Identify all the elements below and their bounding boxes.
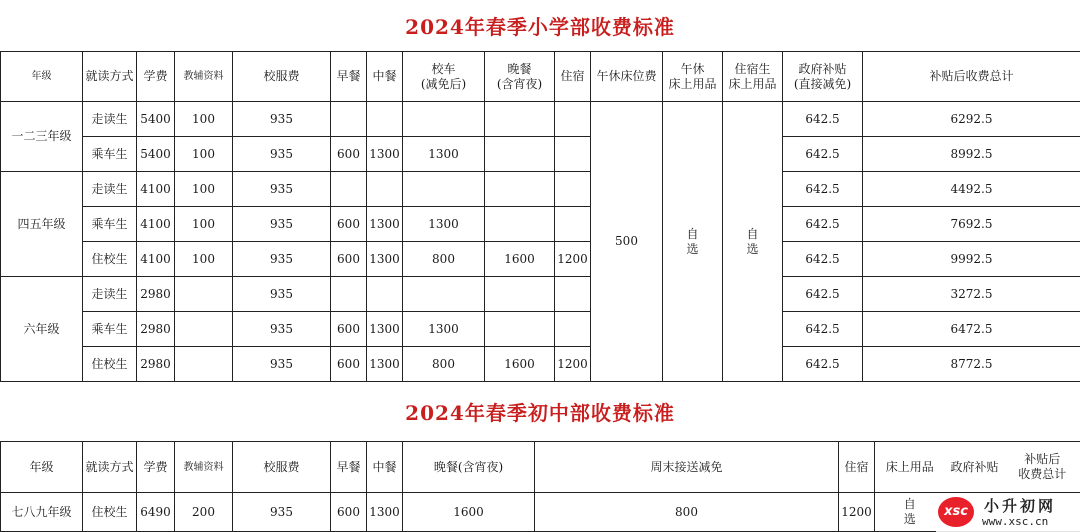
tuition-cell: 5400 — [137, 102, 175, 137]
materials-cell — [175, 312, 233, 347]
breakfast-cell: 600 — [331, 137, 367, 172]
subsidy-cell: 642.5 — [783, 347, 863, 382]
dinner-cell: 1600 — [403, 493, 535, 532]
uniform-cell: 935 — [233, 312, 331, 347]
header-grade: 年级 — [1, 52, 83, 102]
header-nap-bed: 午休床位费 — [591, 52, 663, 102]
grade-cell: 一二三年级 — [1, 102, 83, 172]
junior-fee-table — [0, 441, 1080, 532]
header-tuition: 学费 — [137, 442, 175, 493]
lunch-cell: 1300 — [367, 207, 403, 242]
subsidy-cell: 642.5 — [783, 172, 863, 207]
total-cell: 6472.5 — [863, 312, 1080, 347]
materials-cell: 100 — [175, 242, 233, 277]
bed-supplies-cell: 自 选 — [875, 493, 945, 532]
uniform-cell: 935 — [233, 102, 331, 137]
subsidy-cell: 642.5 — [783, 207, 863, 242]
header-subsidy: 政府补贴 (直接减免) — [783, 52, 863, 102]
table-row — [1, 172, 1080, 207]
total-cell: 7692.5 — [863, 207, 1080, 242]
lunch-cell — [367, 102, 403, 137]
table-row — [1, 102, 1080, 137]
bus-cell — [403, 172, 485, 207]
breakfast-cell: 600 — [331, 347, 367, 382]
header-breakfast: 早餐 — [331, 52, 367, 102]
board-supplies-cell: 自 选 — [723, 102, 783, 382]
uniform-cell: 935 — [233, 242, 331, 277]
materials-cell: 100 — [175, 207, 233, 242]
dinner-cell — [485, 137, 555, 172]
lunch-cell: 1300 — [367, 493, 403, 532]
mode-cell: 走读生 — [83, 172, 137, 207]
materials-cell: 100 — [175, 102, 233, 137]
junior-header-row — [1, 442, 1080, 493]
lunch-cell: 1300 — [367, 137, 403, 172]
mode-cell: 乘车生 — [83, 137, 137, 172]
lunch-cell: 1300 — [367, 347, 403, 382]
header-bed-supplies: 床上用品 — [875, 442, 945, 493]
boarding-cell — [555, 102, 591, 137]
tuition-cell: 2980 — [137, 347, 175, 382]
watermark-url: www.xsc.cn — [982, 515, 1049, 528]
table-row — [1, 277, 1080, 312]
materials-cell — [175, 277, 233, 312]
header-lunch: 中餐 — [367, 52, 403, 102]
header-total: 补贴后收费总计 — [863, 52, 1080, 102]
tuition-cell: 4100 — [137, 242, 175, 277]
site-watermark — [936, 493, 1080, 532]
lunch-cell — [367, 277, 403, 312]
watermark-site-name: 小升初网 — [984, 497, 1057, 515]
dinner-cell — [485, 172, 555, 207]
header-materials: 教辅资料 — [175, 442, 233, 493]
tuition-cell: 5400 — [137, 137, 175, 172]
table-row — [1, 137, 1080, 172]
header-tuition: 学费 — [137, 52, 175, 102]
header-breakfast: 早餐 — [331, 442, 367, 493]
site-logo-icon: xsc — [938, 497, 974, 527]
uniform-cell: 935 — [233, 207, 331, 242]
header-subsidy: 政府补贴 — [945, 442, 1005, 493]
bus-cell: 800 — [403, 347, 485, 382]
total-cell: 8992.5 — [863, 137, 1080, 172]
primary-header-row — [1, 52, 1080, 102]
boarding-cell — [555, 277, 591, 312]
header-dinner: 晚餐 (含宵夜) — [485, 52, 555, 102]
mode-cell: 乘车生 — [83, 312, 137, 347]
header-dinner: 晚餐(含宵夜) — [403, 442, 535, 493]
total-cell: 6292.5 — [863, 102, 1080, 137]
header-lunch: 中餐 — [367, 442, 403, 493]
grade-cell: 四五年级 — [1, 172, 83, 277]
table-row — [1, 347, 1080, 382]
mode-cell: 住校生 — [83, 493, 137, 532]
header-uniform: 校服费 — [233, 52, 331, 102]
breakfast-cell: 600 — [331, 312, 367, 347]
tuition-cell: 2980 — [137, 277, 175, 312]
lunch-cell: 1300 — [367, 242, 403, 277]
tuition-cell: 4100 — [137, 172, 175, 207]
breakfast-cell — [331, 102, 367, 137]
dinner-cell: 1600 — [485, 347, 555, 382]
boarding-cell — [555, 172, 591, 207]
subsidy-cell: 642.5 — [783, 312, 863, 347]
header-mode: 就读方式 — [83, 52, 137, 102]
bus-cell: 1300 — [403, 312, 485, 347]
total-cell: 8772.5 — [863, 347, 1080, 382]
uniform-cell: 935 — [233, 493, 331, 532]
table-row — [1, 207, 1080, 242]
header-bus: 校车 (减免后) — [403, 52, 485, 102]
mode-cell: 走读生 — [83, 277, 137, 312]
total-cell: 3272.5 — [863, 277, 1080, 312]
header-grade: 年级 — [1, 442, 83, 493]
header-materials: 教辅资料 — [175, 52, 233, 102]
uniform-cell: 935 — [233, 172, 331, 207]
breakfast-cell — [331, 277, 367, 312]
breakfast-cell: 600 — [331, 242, 367, 277]
subsidy-cell: 642.5 — [783, 137, 863, 172]
dinner-cell — [485, 312, 555, 347]
header-uniform: 校服费 — [233, 442, 331, 493]
header-nap-supplies: 午休 床上用品 — [663, 52, 723, 102]
primary-fee-table — [0, 51, 1080, 382]
materials-cell: 200 — [175, 493, 233, 532]
lunch-cell — [367, 172, 403, 207]
subsidy-cell: 642.5 — [783, 102, 863, 137]
junior-title: 2024年春季初中部收费标准 — [405, 401, 675, 425]
materials-cell: 100 — [175, 172, 233, 207]
bus-cell: 800 — [403, 242, 485, 277]
mode-cell: 乘车生 — [83, 207, 137, 242]
nap-supplies-cell: 自 选 — [663, 102, 723, 382]
mode-cell: 住校生 — [83, 242, 137, 277]
mode-cell: 走读生 — [83, 102, 137, 137]
uniform-cell: 935 — [233, 137, 331, 172]
header-board-supplies: 住宿生 床上用品 — [723, 52, 783, 102]
tuition-cell: 4100 — [137, 207, 175, 242]
bus-cell — [403, 277, 485, 312]
dinner-cell — [485, 207, 555, 242]
header-weekend-transport: 周末接送减免 — [535, 442, 839, 493]
materials-cell: 100 — [175, 137, 233, 172]
subsidy-cell: 642.5 — [783, 242, 863, 277]
table-row — [1, 493, 1080, 532]
bus-cell — [403, 102, 485, 137]
table-row — [1, 312, 1080, 347]
total-cell: 9992.5 — [863, 242, 1080, 277]
dinner-cell — [485, 277, 555, 312]
dinner-cell — [485, 102, 555, 137]
header-total: 补贴后 收费总计 — [1005, 442, 1080, 493]
boarding-cell — [555, 137, 591, 172]
tuition-cell: 2980 — [137, 312, 175, 347]
materials-cell — [175, 347, 233, 382]
grade-cell: 六年级 — [1, 277, 83, 382]
uniform-cell: 935 — [233, 347, 331, 382]
weekend-transport-cell: 800 — [535, 493, 839, 532]
dinner-cell: 1600 — [485, 242, 555, 277]
breakfast-cell: 600 — [331, 207, 367, 242]
breakfast-cell: 600 — [331, 493, 367, 532]
boarding-cell: 1200 — [555, 242, 591, 277]
nap-bed-fee-cell: 500 — [591, 102, 663, 382]
boarding-cell: 1200 — [839, 493, 875, 532]
primary-title: 2024年春季小学部收费标准 — [405, 15, 675, 39]
breakfast-cell — [331, 172, 367, 207]
bus-cell: 1300 — [403, 137, 485, 172]
subsidy-cell: 642.5 — [783, 277, 863, 312]
boarding-cell: 1200 — [555, 347, 591, 382]
grade-cell: 七八九年级 — [1, 493, 83, 532]
header-boarding: 住宿 — [839, 442, 875, 493]
boarding-cell — [555, 207, 591, 242]
lunch-cell: 1300 — [367, 312, 403, 347]
bus-cell: 1300 — [403, 207, 485, 242]
total-cell: 4492.5 — [863, 172, 1080, 207]
tuition-cell: 6490 — [137, 493, 175, 532]
boarding-cell — [555, 312, 591, 347]
uniform-cell: 935 — [233, 277, 331, 312]
mode-cell: 住校生 — [83, 347, 137, 382]
header-mode: 就读方式 — [83, 442, 137, 493]
header-boarding: 住宿 — [555, 52, 591, 102]
table-row — [1, 242, 1080, 277]
